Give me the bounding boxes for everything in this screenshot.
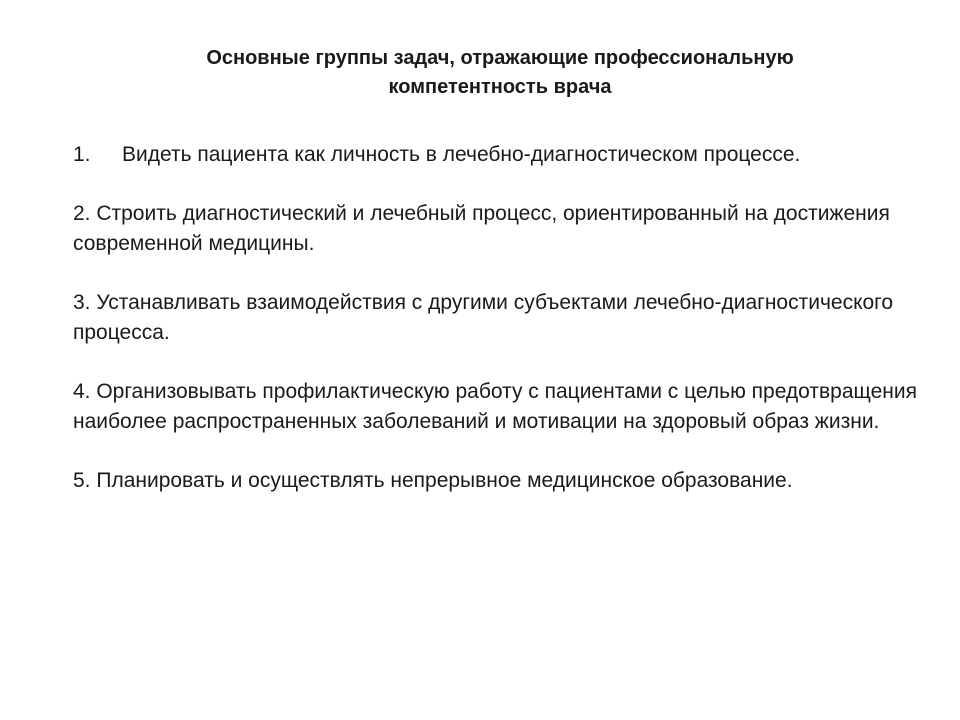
task-item-3: 3. Устанавливать взаимодействия с другими субъектами лечебно-диагностического процесса.	[73, 291, 894, 344]
task-item-2: 2. Строить диагностический и лечебный процесс, ориентированный на достижения современной медицины.	[73, 202, 890, 255]
task-item-1	[73, 140, 933, 170]
slide-title	[150, 44, 850, 102]
task-number-1: 1.	[73, 143, 91, 166]
task-item-5: 5. Планировать и осуществлять непрерывное медицинское образование.	[73, 469, 793, 492]
title-line-1: Основные группы задач, отражающие профессиональную	[206, 47, 794, 69]
task-list	[73, 140, 933, 525]
task-item-4: 4. Организовывать профилактическую работу с пациентами с целью предотвращения наиболее распространенных заболеваний и мотивации на здоровый образ жизни.	[73, 380, 917, 433]
title-line-2: компетентность врача	[388, 76, 612, 98]
task-text-1: Видеть пациента как личность в лечебно-диагностическом процессе.	[122, 143, 801, 166]
